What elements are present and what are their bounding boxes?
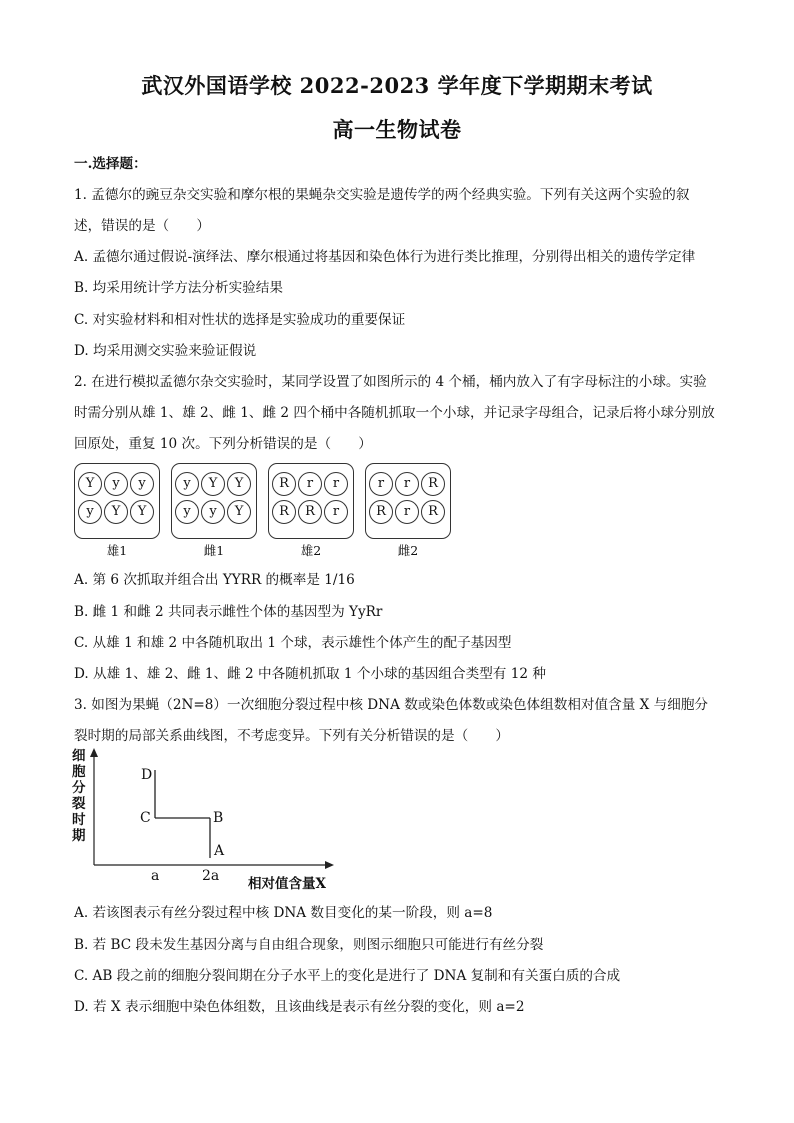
bucket-label: 雄1 [106, 543, 128, 558]
q1-stem-line1: 1. 孟德尔的豌豆杂交实验和摩尔根的果蝇杂交实验是遗传学的两个经典实验。下列有关这两个实验的叙 [74, 187, 690, 203]
q1-stem-line2: 述，错误的是（ ） [74, 218, 210, 234]
q3-option-a: A. 若该图表示有丝分裂过程中核 DNA 数目变化的某一阶段，则 a=8 [74, 905, 493, 921]
q1-option-d: D. 均采用测交实验来验证假说 [74, 343, 257, 359]
ball: Y [104, 500, 128, 524]
bucket-label: 雄2 [300, 543, 322, 558]
ball: r [369, 472, 393, 496]
ball: y [104, 472, 128, 496]
q1-option-c: C. 对实验材料和相对性状的选择是实验成功的重要保证 [74, 312, 406, 328]
graph-x-label: 相对值含量X [248, 876, 326, 892]
q3-stem-line1: 3. 如图为果蝇（2N=8）一次细胞分裂过程中核 DNA 数或染色体数或染色体组数相对值含量 X 与细胞分 [74, 697, 709, 713]
x-tick-a: a [151, 868, 160, 884]
ball: r [395, 472, 419, 496]
ball: y [175, 472, 199, 496]
q2-option-c: C. 从雄 1 和雄 2 中各随机取出 1 个球，表示雄性个体产生的配子基因型 [74, 635, 512, 651]
point-label-a: A [214, 843, 225, 859]
ball: Y [130, 500, 154, 524]
ball: r [298, 472, 322, 496]
ball: Y [201, 472, 225, 496]
exam-subtitle: 高一生物试卷 [332, 117, 462, 142]
q3-stem-line2: 裂时期的局部关系曲线图，不考虑变异。下列有关分析错误的是（ ） [74, 728, 509, 744]
q2-stem-line3: 回原处，重复 10 次。下列分析错误的是（ ） [74, 436, 372, 452]
q1-option-b: B. 均采用统计学方法分析实验结果 [74, 280, 283, 296]
bucket-label: 雌2 [397, 543, 419, 558]
q2-option-b: B. 雌 1 和雌 2 共同表示雌性个体的基因型为 YyRr [74, 604, 383, 620]
exam-title: 武汉外国语学校 2022-2023 学年度下学期期末考试 [141, 73, 653, 98]
ball: R [298, 500, 322, 524]
bucket-female-2 [365, 463, 451, 558]
bucket-male-2 [268, 463, 354, 558]
ball: R [272, 472, 296, 496]
q3-option-b: B. 若 BC 段未发生基因分离与自由组合现象，则图示细胞只可能进行有丝分裂 [74, 937, 544, 953]
ball: r [395, 500, 419, 524]
ball: R [369, 500, 393, 524]
q2-option-a: A. 第 6 次抓取并组合出 YYRR 的概率是 1/16 [74, 572, 355, 588]
q3-option-d: D. 若 X 表示细胞中染色体组数，且该曲线是表示有丝分裂的变化，则 a=2 [74, 999, 525, 1015]
ball: y [175, 500, 199, 524]
point-label-d: D [141, 767, 153, 783]
bucket-figure [74, 463, 438, 558]
x-tick-2a: 2a [202, 868, 220, 884]
bucket-male-1 [74, 463, 160, 558]
q1-option-a: A. 孟德尔通过假说-演绎法、摩尔根通过将基因和染色体行为进行类比推理，分别得出相关的遗传学定律 [74, 249, 696, 265]
ball: Y [227, 500, 251, 524]
graph-y-label: 细胞分裂时期 [72, 748, 86, 844]
point-label-c: C [140, 810, 151, 826]
q2-stem-line1: 2. 在进行模拟孟德尔杂交实验时，某同学设置了如图所示的 4 个桶，桶内放入了有字母标注的小球。实验 [74, 374, 707, 390]
ball: Y [78, 472, 102, 496]
q2-stem-line2: 时需分别从雄 1、雄 2、雌 1、雌 2 四个桶中各随机抓取一个小球，并记录字母组合，记录后将小球分别放 [74, 405, 715, 421]
ball: Y [227, 472, 251, 496]
q3-graph [70, 748, 350, 893]
point-label-b: B [213, 810, 224, 826]
q2-option-d: D. 从雄 1、雄 2、雌 1、雌 2 中各随机抓取 1 个小球的基因组合类型有 12 种 [74, 666, 546, 682]
ball: r [324, 472, 348, 496]
bucket-female-1 [171, 463, 257, 558]
ball: R [272, 500, 296, 524]
ball: y [201, 500, 225, 524]
ball: r [324, 500, 348, 524]
q3-option-c: C. AB 段之前的细胞分裂间期在分子水平上的变化是进行了 DNA 复制和有关蛋白质的合成 [74, 968, 621, 984]
ball: y [130, 472, 154, 496]
bucket-label: 雌1 [203, 543, 225, 558]
ball: R [421, 472, 445, 496]
ball: R [421, 500, 445, 524]
section-heading: 一.选择题： [74, 156, 147, 172]
ball: y [78, 500, 102, 524]
